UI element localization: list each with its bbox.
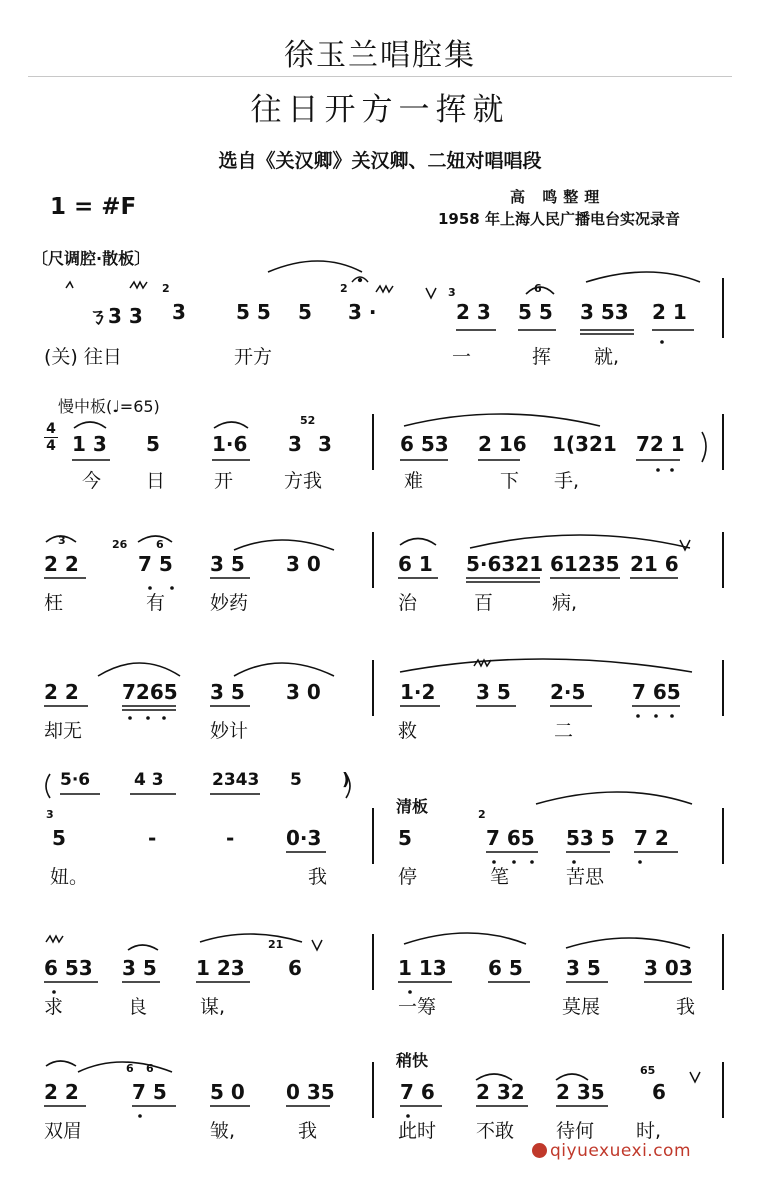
slur xyxy=(566,938,690,948)
lyric: 有 xyxy=(146,592,166,614)
lyric: 救 xyxy=(398,720,418,742)
lyric: 开方 xyxy=(234,346,273,368)
grace-note: 6 xyxy=(126,1062,134,1075)
lyric: 双眉 xyxy=(44,1120,83,1142)
barline xyxy=(372,934,374,990)
vibrato-mark xyxy=(376,286,393,292)
note-group: 7 5 xyxy=(132,1080,167,1104)
breath-mark xyxy=(690,1072,700,1082)
breath-mark xyxy=(680,540,690,550)
watermark-text: qiyuexuexi.com xyxy=(550,1141,691,1161)
lyric: 却无 xyxy=(44,720,83,742)
fermata-dot xyxy=(359,279,362,282)
note-group: - xyxy=(226,826,235,850)
slur xyxy=(46,1061,76,1066)
interlude-note: 5 xyxy=(290,770,302,790)
key-signature: 1 = #F xyxy=(50,194,137,220)
note-group: 2·5 xyxy=(550,680,586,704)
barline xyxy=(722,414,724,470)
note-group: 2 3 xyxy=(456,300,491,324)
lyric: 时, xyxy=(636,1120,662,1142)
note-group: 61235 xyxy=(550,552,620,576)
lyric: 方我 xyxy=(284,470,323,492)
barline xyxy=(372,1062,374,1118)
lyric: 手, xyxy=(554,470,580,492)
note-group: 2 2 xyxy=(44,680,79,704)
time-sig-top: 4 xyxy=(46,421,56,437)
note-group: 2 2 xyxy=(44,552,79,576)
slur xyxy=(214,422,248,428)
vibrato-mark xyxy=(66,282,73,288)
lyric: 我 xyxy=(308,866,328,888)
grace-note: 3 xyxy=(46,808,54,821)
slur xyxy=(400,659,692,672)
note-group: 2 35 xyxy=(556,1080,605,1104)
grace-note: 2 xyxy=(478,808,486,821)
slur xyxy=(200,934,302,942)
note-group: 3 xyxy=(172,300,186,324)
lyric: 一 xyxy=(452,346,472,368)
lyric: 笔 xyxy=(490,866,510,888)
song-source: 选自《关汉卿》关汉卿、二妞对唱唱段 xyxy=(218,150,542,172)
lyric: 日 xyxy=(146,470,166,492)
lyric: 挥 xyxy=(532,346,552,368)
site-logo-icon xyxy=(532,1143,547,1158)
lyric: 我 xyxy=(298,1120,318,1142)
note-group: 3 5 xyxy=(122,956,157,980)
note-group: 6 5 xyxy=(488,956,523,980)
interlude-note: 2343 xyxy=(212,770,260,790)
note-group: 7 2 xyxy=(634,826,669,850)
note-group: 5 0 xyxy=(210,1080,245,1104)
lyric: 治 xyxy=(398,592,418,614)
grace-note: 3 xyxy=(58,534,66,547)
grace-note: 65 xyxy=(640,1064,656,1077)
note-group: 3 0 xyxy=(286,552,321,576)
note-group: 21 6 xyxy=(630,552,679,576)
note-group: 3 0 xyxy=(286,680,321,704)
site-watermark xyxy=(532,1141,691,1161)
lyric: 不敢 xyxy=(476,1120,515,1142)
vibrato-mark xyxy=(130,282,147,288)
lyric: 二 xyxy=(554,720,574,742)
collection-title: 徐玉兰唱腔集 xyxy=(284,38,476,73)
note-group: 2 2 xyxy=(44,1080,79,1104)
lyric: 此时 xyxy=(398,1120,437,1142)
barline xyxy=(722,934,724,990)
interlude-note: 5·6 xyxy=(60,770,91,790)
breath-mark xyxy=(426,288,436,298)
lyric: 苦思 xyxy=(566,866,605,888)
note-group: 7 65 xyxy=(486,826,535,850)
slur xyxy=(78,1062,172,1072)
slur xyxy=(234,663,334,676)
note-group: 0 35 xyxy=(286,1080,335,1104)
note-group: 5 xyxy=(298,300,312,324)
note-group: 5 5 xyxy=(236,300,271,324)
tempo-marking: 慢中板(♩=65) xyxy=(58,397,160,416)
note-group: 3 5 xyxy=(476,680,511,704)
barline xyxy=(372,660,374,716)
note-group: 72 1 xyxy=(636,432,685,456)
lyric: (关) 往日 xyxy=(44,346,122,368)
interlude-note: ) xyxy=(342,770,350,790)
barline xyxy=(722,532,724,588)
grace-note: 6 xyxy=(146,1062,154,1075)
note-group: 1(321 xyxy=(552,432,617,456)
note-group: 6 xyxy=(288,956,302,980)
barline xyxy=(372,808,374,864)
lyric: 难 xyxy=(404,470,424,492)
note-group: 3 5 xyxy=(210,680,245,704)
note-group: 7265 xyxy=(122,680,178,704)
note-group: 5 xyxy=(52,826,66,850)
lyric: 下 xyxy=(500,470,520,492)
barline xyxy=(722,660,724,716)
note-group: 6 53 xyxy=(400,432,449,456)
note-group: 3 xyxy=(288,432,302,456)
note-group: 2 1 xyxy=(652,300,687,324)
slur xyxy=(234,540,334,550)
grace-note: 3 xyxy=(448,286,456,299)
lyric: 就, xyxy=(594,346,620,368)
slur xyxy=(470,535,690,548)
grace-note: 21 xyxy=(268,938,284,951)
qingban-marking: 清板 xyxy=(396,797,429,816)
lyric: 百 xyxy=(474,592,494,614)
time-sig-bottom: 4 xyxy=(46,438,56,454)
slur xyxy=(404,933,526,944)
slur xyxy=(268,261,362,272)
note-group: ㄋ3 3 xyxy=(88,304,143,328)
lyric: 妙药 xyxy=(210,592,249,614)
note-group: 3 · xyxy=(348,300,377,324)
slur xyxy=(128,945,158,950)
note-group: 7 65 xyxy=(632,680,681,704)
breath-mark xyxy=(312,940,322,950)
barline xyxy=(722,1062,724,1118)
slur xyxy=(586,272,700,282)
note-group: 3 53 xyxy=(580,300,629,324)
lyric: 待何 xyxy=(556,1120,595,1142)
note-group: 5 5 xyxy=(518,300,553,324)
style-marking: 〔尺调腔·散板〕 xyxy=(32,249,151,268)
lyric: 开 xyxy=(214,470,234,492)
lyric: 谋, xyxy=(200,996,226,1018)
arranger-credit: 高 鸣整理 xyxy=(510,188,606,206)
note-group: 1·2 xyxy=(400,680,436,704)
shaokuai-marking: 稍快 xyxy=(396,1051,429,1070)
lyric: 莫展 xyxy=(562,996,601,1018)
note-group: 1 23 xyxy=(196,956,245,980)
song-title: 往日开方一挥就 xyxy=(250,92,510,128)
note-group: - xyxy=(148,826,157,850)
lyric: 枉 xyxy=(44,592,64,614)
recording-credit: 1958 年上海人民广播电台实况录音 xyxy=(438,210,680,228)
note-group: 6 1 xyxy=(398,552,433,576)
grace-note: 6 xyxy=(534,282,542,295)
lyric: 一筹 xyxy=(398,996,437,1018)
barline xyxy=(722,808,724,864)
note-group: 5·6321 xyxy=(466,552,544,576)
lyric: 今 xyxy=(82,470,102,492)
slur xyxy=(98,663,180,676)
note-group: 2 16 xyxy=(478,432,527,456)
grace-note: 52 xyxy=(300,414,316,427)
slur xyxy=(400,539,436,546)
note-group: 3 03 xyxy=(644,956,693,980)
lyric: 妞。 xyxy=(50,866,89,888)
grace-note: 26 xyxy=(112,538,128,551)
interlude-note: 4 3 xyxy=(134,770,164,790)
note-group: 1 3 xyxy=(72,432,107,456)
note-group: 5 xyxy=(146,432,160,456)
note-group: 5 xyxy=(398,826,412,850)
barline xyxy=(372,414,374,470)
slur xyxy=(536,792,692,804)
barline xyxy=(722,278,724,338)
note-group: 3 5 xyxy=(566,956,601,980)
note-group: 0·3 xyxy=(286,826,322,850)
note-group: 1·6 xyxy=(212,432,248,456)
note-group: 7 5 xyxy=(138,552,173,576)
note-group: 1 13 xyxy=(398,956,447,980)
note-group: 6 53 xyxy=(44,956,93,980)
note-group: 6 xyxy=(652,1080,666,1104)
barline xyxy=(372,532,374,588)
note-group: 53 5 xyxy=(566,826,615,850)
lyric: 求 xyxy=(44,996,64,1018)
slur xyxy=(138,536,172,542)
note-group: 3 5 xyxy=(210,552,245,576)
grace-note: 2 xyxy=(340,282,348,295)
grace-note: 6 xyxy=(156,538,164,551)
lyric: 皱, xyxy=(210,1120,236,1142)
lyric: 我 xyxy=(676,996,696,1018)
lyric: 良 xyxy=(128,996,148,1018)
grace-note: 2 xyxy=(162,282,170,295)
note-group: 7 6 xyxy=(400,1080,435,1104)
slur xyxy=(74,422,106,428)
vibrato-mark xyxy=(46,936,63,942)
lyric: 病, xyxy=(552,592,578,614)
note-group: 3 xyxy=(318,432,332,456)
slur xyxy=(404,414,600,426)
lyric: 停 xyxy=(398,866,418,888)
lyric: 妙计 xyxy=(210,720,249,742)
note-group: 2 32 xyxy=(476,1080,525,1104)
